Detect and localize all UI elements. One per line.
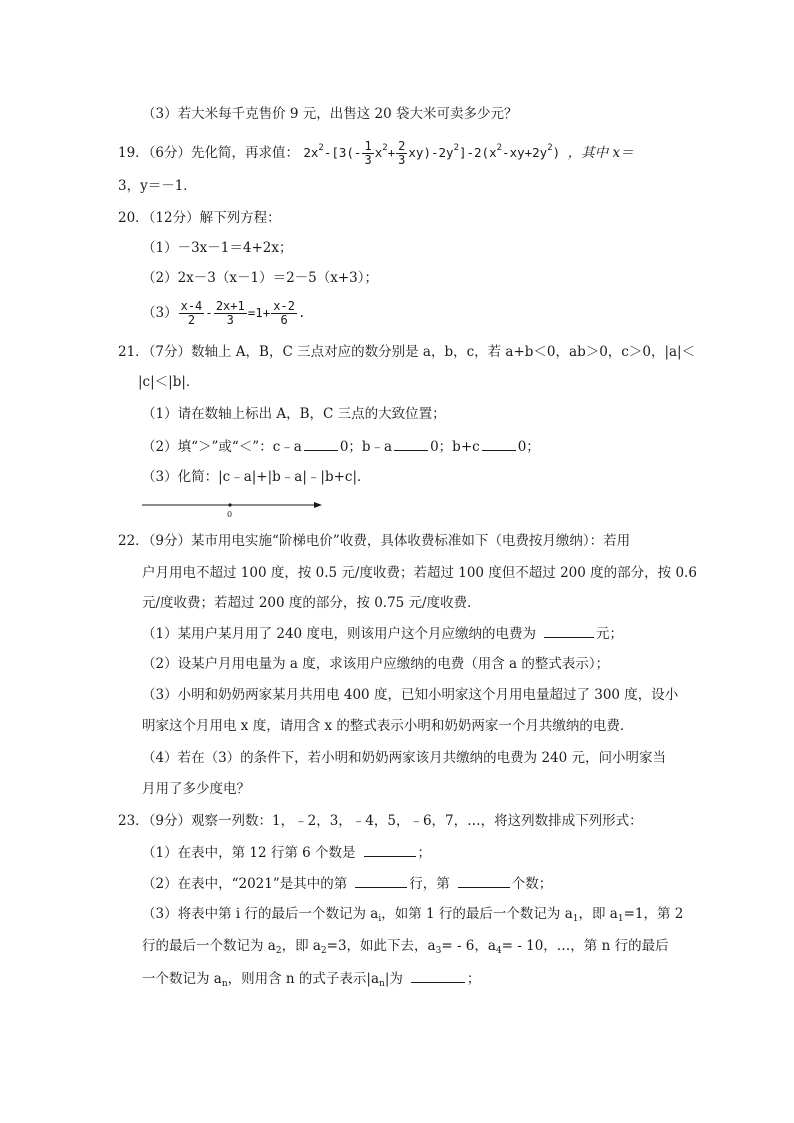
q19-fraction-2: $\frac{2}{3}$: [398, 139, 406, 167]
q22-part3-line1: （3）小明和奶奶两家某月共用电 400 度，已知小明家这个月用电量超过了 300 度，设小: [142, 687, 679, 703]
q21-part1: （1）请在数轴上标出 A，B，C 三点的大致位置；: [142, 406, 446, 422]
q23-part3-line1: （3）将表中第 i 行的最后一个数记为 $a_i$，如第 1 行的最后一个数记为 $a_1$，即 $a_1=1$，第 2: [142, 906, 684, 924]
q21-blank-1[interactable]: [304, 436, 338, 451]
q19-tail: ，其中 x＝: [567, 145, 634, 161]
number-line[interactable]: [142, 497, 322, 519]
q22-part1: （1）某用户某月用了 240 度电，则该用户这个月应缴纳的电费为 元；: [142, 623, 794, 644]
q23-blank-4[interactable]: [411, 968, 465, 983]
q18-part3: （3）若大米每千克售价 9 元，出售这 20 袋大米可卖多少元？: [142, 106, 518, 122]
q23-blank-3[interactable]: [458, 873, 510, 888]
q23-blank-1[interactable]: [364, 842, 416, 857]
q22-line3: 元/度收费；若超过 200 度的部分，按 0.75 元/度收费．: [142, 595, 481, 611]
q23-part3-line3: 一个数记为 $a_n$，则用含 n 的式子表示$|a_n|$为 ；: [142, 968, 794, 989]
q19-line1: [118, 138, 794, 168]
q19-line2: 3，y＝－1．: [118, 178, 197, 194]
q22-part3-line2: 明家这个月用电 x 度，请用含 x 的整式表示小明和奶奶两家一个月共缴纳的电费．: [142, 718, 634, 734]
q22-line1: 22．（9分）某市用电实施“阶梯电价”收费，具体收费标准如下（电费按月缴纳）：若用: [118, 533, 631, 549]
q21-blank-2[interactable]: [394, 436, 428, 451]
q20-fraction-a: $\frac{x-4}{2}$: [180, 299, 203, 327]
q22-line2: 户月用电不超过 100 度，按 0.5 元/度收费；若超过 100 度但不超过 200 度的部分，按 0.6: [142, 565, 697, 581]
q22-part4-line1: （4）若在（3）的条件下，若小明和奶奶两家该月共缴纳的电费为 240 元，问小明家当: [142, 750, 667, 766]
q20-part2: （2）2x－3（x－1）＝2－5（x+3）；: [142, 270, 379, 286]
q23-part3-line2: 行的最后一个数记为 $a_2$，即 $a_2=3$，如此下去，$a_3= - 6$，$a_4= - 10$，…，第 n 行的最后: [142, 938, 669, 956]
q20-part3: （3） $\frac{x-4}{2}$ - $\frac{2x+1}{3}$ =1+ $\frac{x-2}{6}$ .: [142, 299, 306, 327]
q21-blank-3[interactable]: [482, 436, 516, 451]
q23-blank-2[interactable]: [355, 873, 407, 888]
q21-line1: 21．（7分）数轴上 A，B，C 三点对应的数分别是 a，b，c，若 a+b＜0，ab＞0，c＞0，|a|＜: [118, 344, 696, 360]
q19-expression: $2x^2-[3(-$ $\frac{1}{3}$ $x^2+$ $\frac{2}{3}$ $xy)-2y^2]-2(x^2-xy+2y^2)$: [303, 139, 561, 167]
q21-line2: |c|＜|b|．: [138, 374, 200, 390]
q23-part1: （1）在表中，第 12 行第 6 个数是 ；: [142, 842, 794, 863]
q22-part4-line2: 月用了多少度电？: [142, 781, 250, 797]
q20-fraction-b: $\frac{2x+1}{3}$: [215, 299, 245, 327]
number-line-arrow-icon: [314, 502, 322, 508]
q21-part3: （3）化简：|c﹣a|+|b﹣a|﹣|b+c|．: [142, 469, 371, 485]
q20-fraction-c: $\frac{x-2}{6}$: [273, 299, 295, 327]
q20-lead: 20．（12分）解下列方程：: [118, 210, 281, 226]
q19-lead: 19．（6分）先化简，再求值：: [118, 145, 300, 161]
q19-fraction-1: $\frac{1}{3}$: [364, 139, 372, 167]
q23-line1: 23．（9分）观察一列数：1，﹣2，3，﹣4，5，﹣6，7，…，将这列数排成下列形式：: [118, 813, 643, 829]
number-line-origin: [228, 503, 231, 506]
q21-part2: （2）填“＞”或“＜”：c﹣a 0；b﹣a 0；b+c 0；: [142, 436, 794, 457]
q22-blank-1[interactable]: [544, 623, 594, 638]
number-line-zero-label: 0: [227, 510, 233, 519]
q22-part2: （2）设某户月用电量为 a 度，求该用户应缴纳的电费（用含 a 的整式表示）；: [142, 656, 610, 672]
q20-part1: （1）－3x－1＝4+2x；: [142, 240, 293, 256]
q23-part2: （2）在表中，“2021”是其中的第 行，第 个数；: [142, 873, 794, 894]
